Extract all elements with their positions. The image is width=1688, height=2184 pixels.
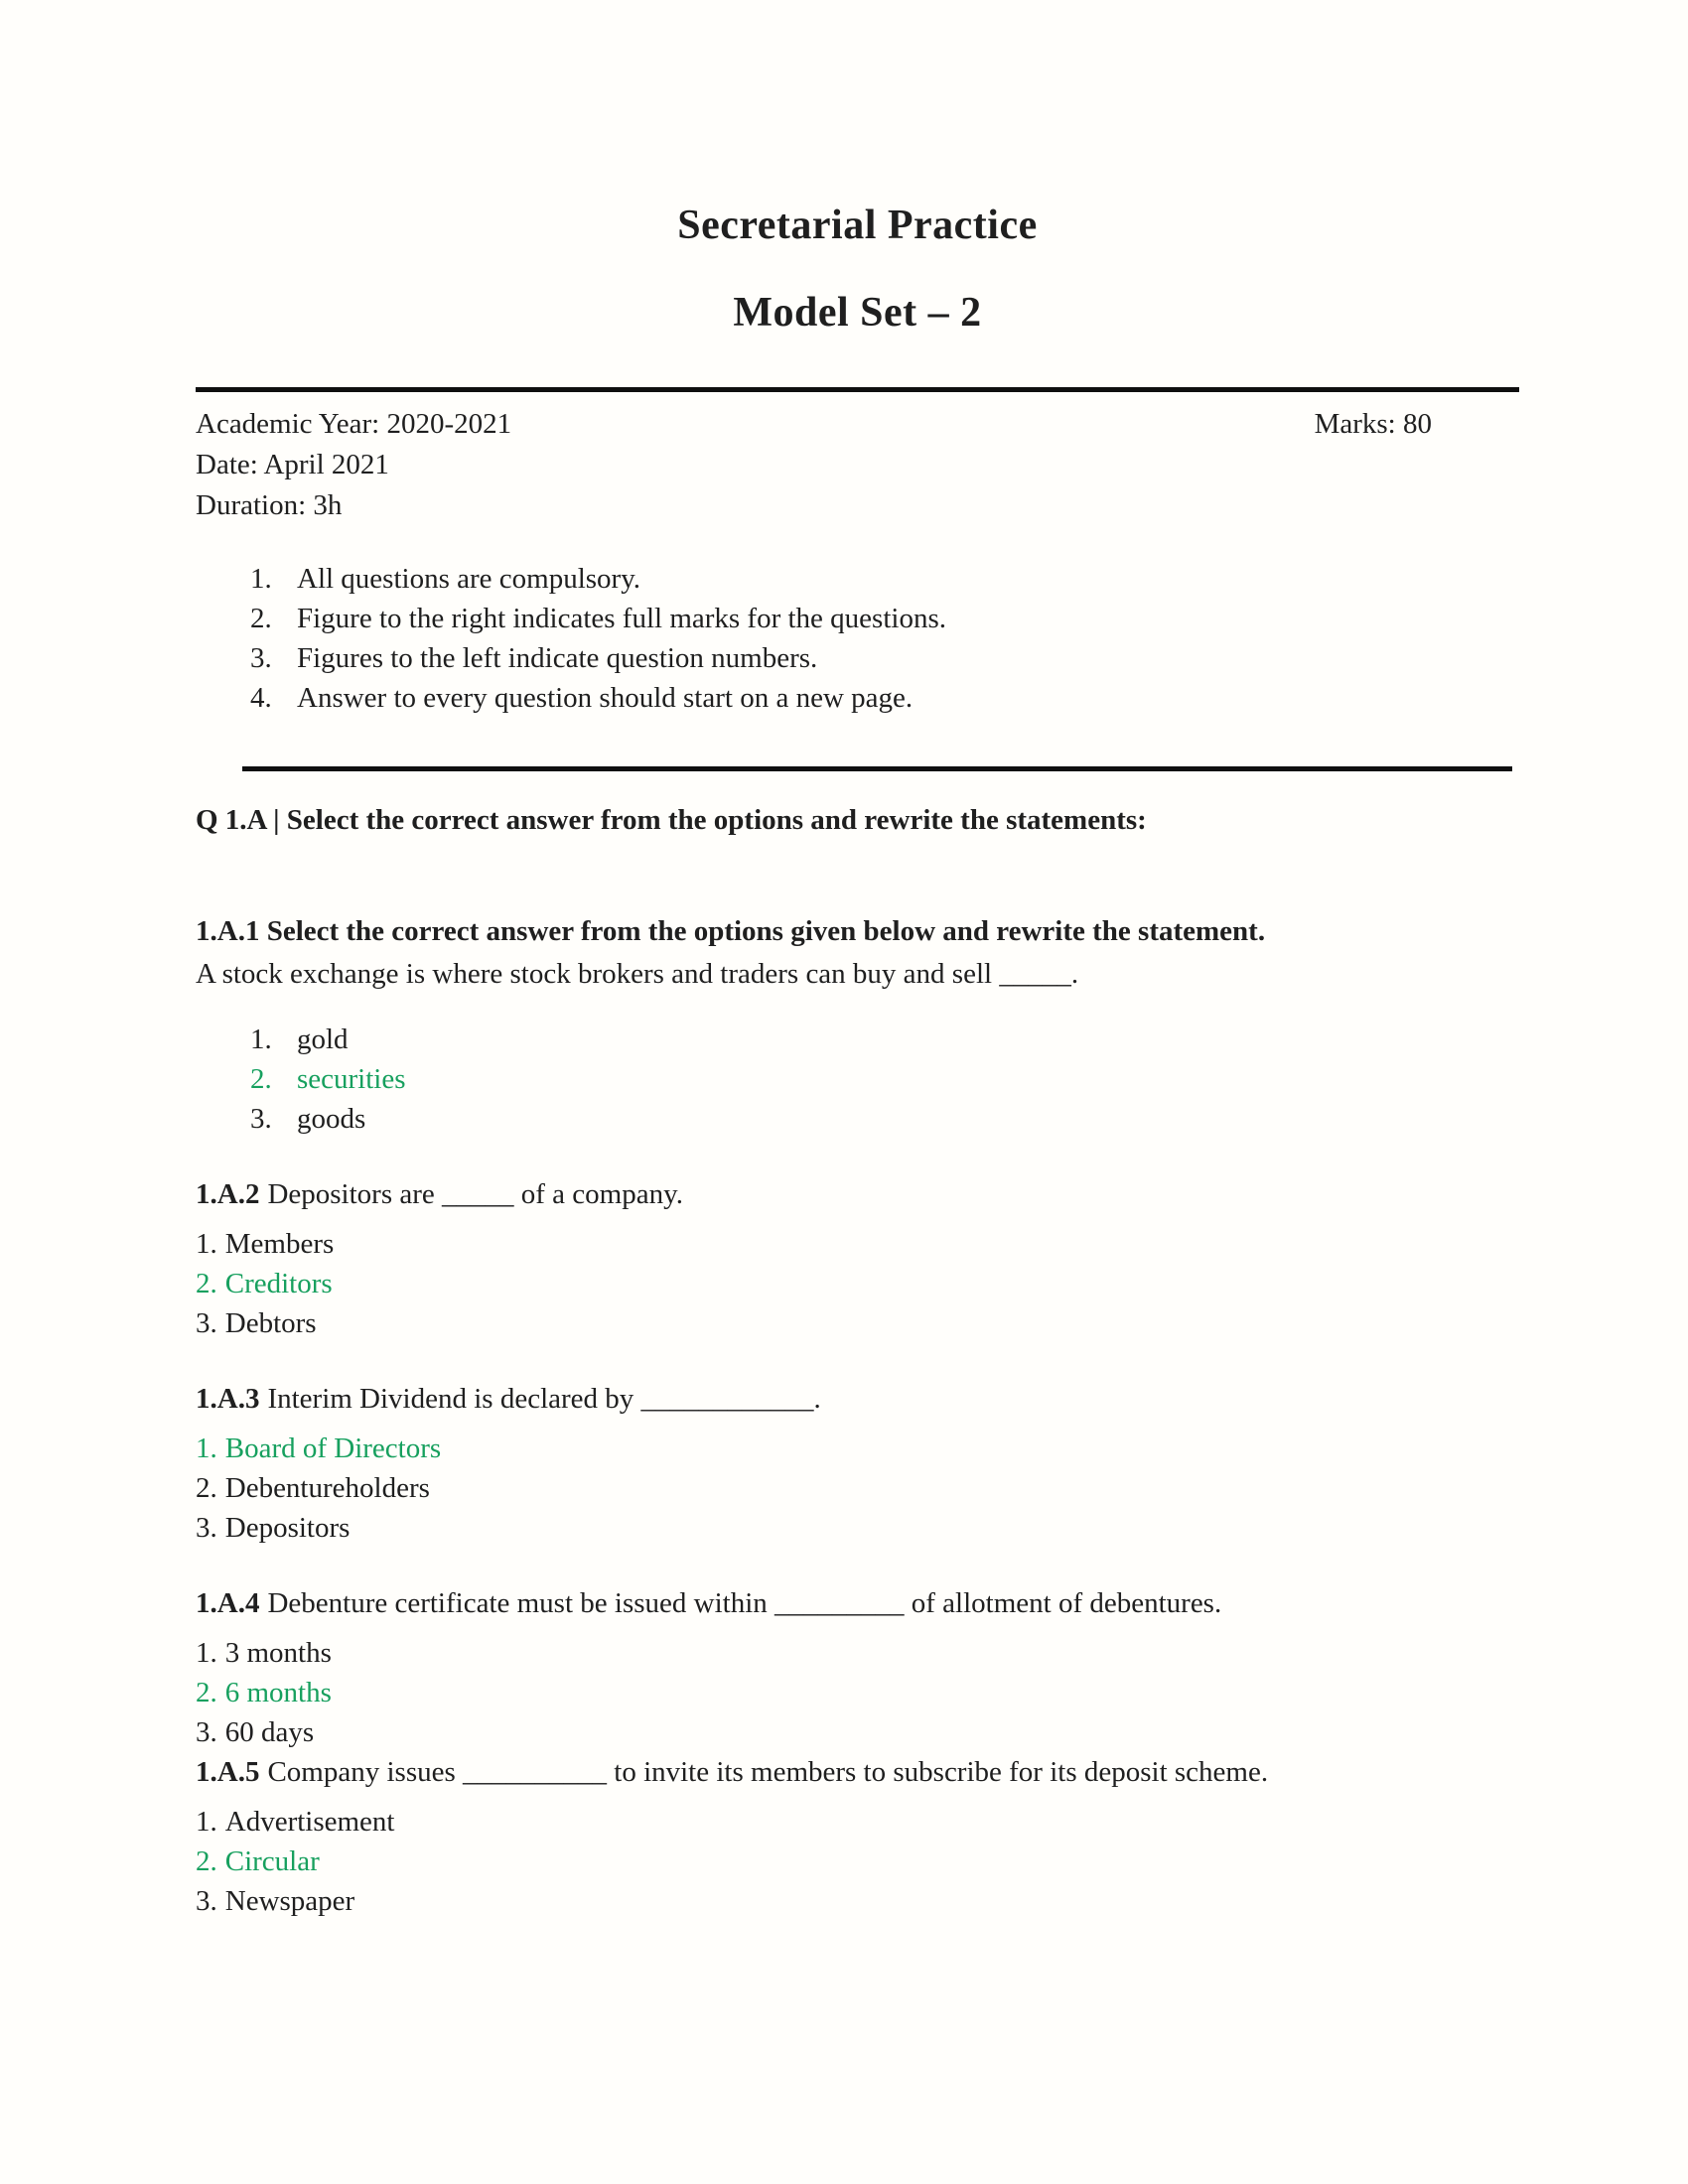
option-label: Debentureholders: [224, 1472, 430, 1504]
option-number: 2.: [250, 1063, 272, 1095]
question-block-1a5: [196, 1752, 1519, 1921]
option-number: 1.: [196, 1806, 217, 1838]
option-label: goods: [297, 1103, 366, 1135]
option-label: Debtors: [224, 1307, 317, 1339]
instructions-list: [250, 559, 1519, 718]
option-item-correct: [196, 1264, 1519, 1303]
option-label: 3 months: [224, 1637, 332, 1669]
option-item: [196, 1712, 1519, 1752]
option-item: [250, 1020, 1519, 1059]
option-item: [196, 1802, 1519, 1842]
top-divider: [196, 387, 1519, 392]
page-subtitle: Model Set – 2: [733, 290, 982, 336]
question-block-1a3: [196, 1379, 1519, 1548]
question-block-1a2: [196, 1174, 1519, 1343]
instruction-number: 1.: [250, 563, 272, 595]
option-number: 3.: [196, 1716, 217, 1748]
question-number: 1.A.2: [196, 1178, 260, 1210]
option-item: [196, 1508, 1519, 1548]
options-list: [196, 1429, 1519, 1548]
options-list: [250, 1020, 1519, 1139]
option-number: 2.: [196, 1677, 217, 1708]
option-label: Advertisement: [224, 1806, 395, 1838]
option-number: 3.: [196, 1885, 217, 1917]
date-label: Date: April 2021: [196, 449, 389, 480]
option-label: Depositors: [224, 1512, 351, 1544]
question-statement: A stock exchange is where stock brokers and traders can buy and sell _____.: [196, 958, 1079, 990]
option-label: gold: [297, 1024, 349, 1055]
question-prompt: 1.A.1 Select the correct answer from the options given below and rewrite the statement.: [196, 915, 1266, 947]
option-item-correct: [250, 1059, 1519, 1099]
instruction-number: 4.: [250, 682, 272, 714]
page-title: Secretarial Practice: [677, 203, 1038, 248]
instruction-item: [250, 638, 1519, 678]
option-label: securities: [297, 1063, 406, 1095]
option-item-correct: [196, 1673, 1519, 1712]
option-item: [196, 1633, 1519, 1673]
option-label: Circular: [224, 1845, 320, 1877]
option-number: 3.: [196, 1307, 217, 1339]
instruction-text: Figures to the left indicate question numbers.: [297, 642, 818, 674]
instruction-text: Answer to every question should start on a new page.: [297, 682, 914, 714]
question-line: [196, 1174, 1519, 1215]
marks-label: Marks: 80: [1314, 408, 1432, 440]
section-divider: [242, 766, 1512, 771]
options-list: [196, 1633, 1519, 1752]
option-label: 60 days: [224, 1716, 315, 1748]
options-list: [196, 1802, 1519, 1921]
question-block-1a1: [196, 910, 1519, 1139]
academic-year-label: Academic Year: 2020-2021: [196, 408, 512, 440]
option-label: 6 months: [224, 1677, 332, 1708]
option-label: Members: [224, 1228, 335, 1260]
option-number: 3.: [196, 1512, 217, 1544]
option-label: Creditors: [224, 1268, 333, 1299]
option-number: 1.: [196, 1637, 217, 1669]
option-item: [196, 1468, 1519, 1508]
option-item-correct: [196, 1842, 1519, 1881]
question-number: 1.A.5: [196, 1756, 260, 1788]
option-item: [196, 1303, 1519, 1343]
option-label: Board of Directors: [224, 1433, 442, 1464]
instruction-item: [250, 599, 1519, 638]
option-item: [250, 1099, 1519, 1139]
option-number: 1.: [250, 1024, 272, 1055]
option-number: 2.: [196, 1472, 217, 1504]
option-item: [196, 1224, 1519, 1264]
instruction-item: [250, 678, 1519, 718]
meta-row: [196, 404, 1519, 445]
option-number: 1.: [196, 1228, 217, 1260]
question-line: [196, 1583, 1519, 1624]
question-statement: Debenture certificate must be issued within _________ of allotment of debentures.: [267, 1587, 1222, 1619]
duration-label: Duration: 3h: [196, 489, 343, 521]
option-number: 2.: [196, 1845, 217, 1877]
option-item-correct: [196, 1429, 1519, 1468]
instruction-text: Figure to the right indicates full marks for the questions.: [297, 603, 946, 634]
question-statement: Interim Dividend is declared by ____________.: [267, 1383, 821, 1415]
section-heading: Q 1.A | Select the correct answer from the options and rewrite the statements:: [196, 804, 1147, 836]
option-item: [196, 1881, 1519, 1921]
instruction-number: 3.: [250, 642, 272, 674]
question-number: 1.A.4: [196, 1587, 260, 1619]
option-number: 1.: [196, 1433, 217, 1464]
question-line: [196, 1752, 1519, 1793]
options-list: [196, 1224, 1519, 1343]
option-label: Newspaper: [224, 1885, 355, 1917]
instruction-text: All questions are compulsory.: [297, 563, 641, 595]
question-statement: Depositors are _____ of a company.: [267, 1178, 683, 1210]
option-number: 2.: [196, 1268, 217, 1299]
question-number: 1.A.3: [196, 1383, 260, 1415]
option-number: 3.: [250, 1103, 272, 1135]
question-line: [196, 1379, 1519, 1420]
question-block-1a4: [196, 1583, 1519, 1752]
instruction-item: [250, 559, 1519, 599]
question-statement: Company issues __________ to invite its members to subscribe for its deposit scheme.: [267, 1756, 1269, 1788]
instruction-number: 2.: [250, 603, 272, 634]
